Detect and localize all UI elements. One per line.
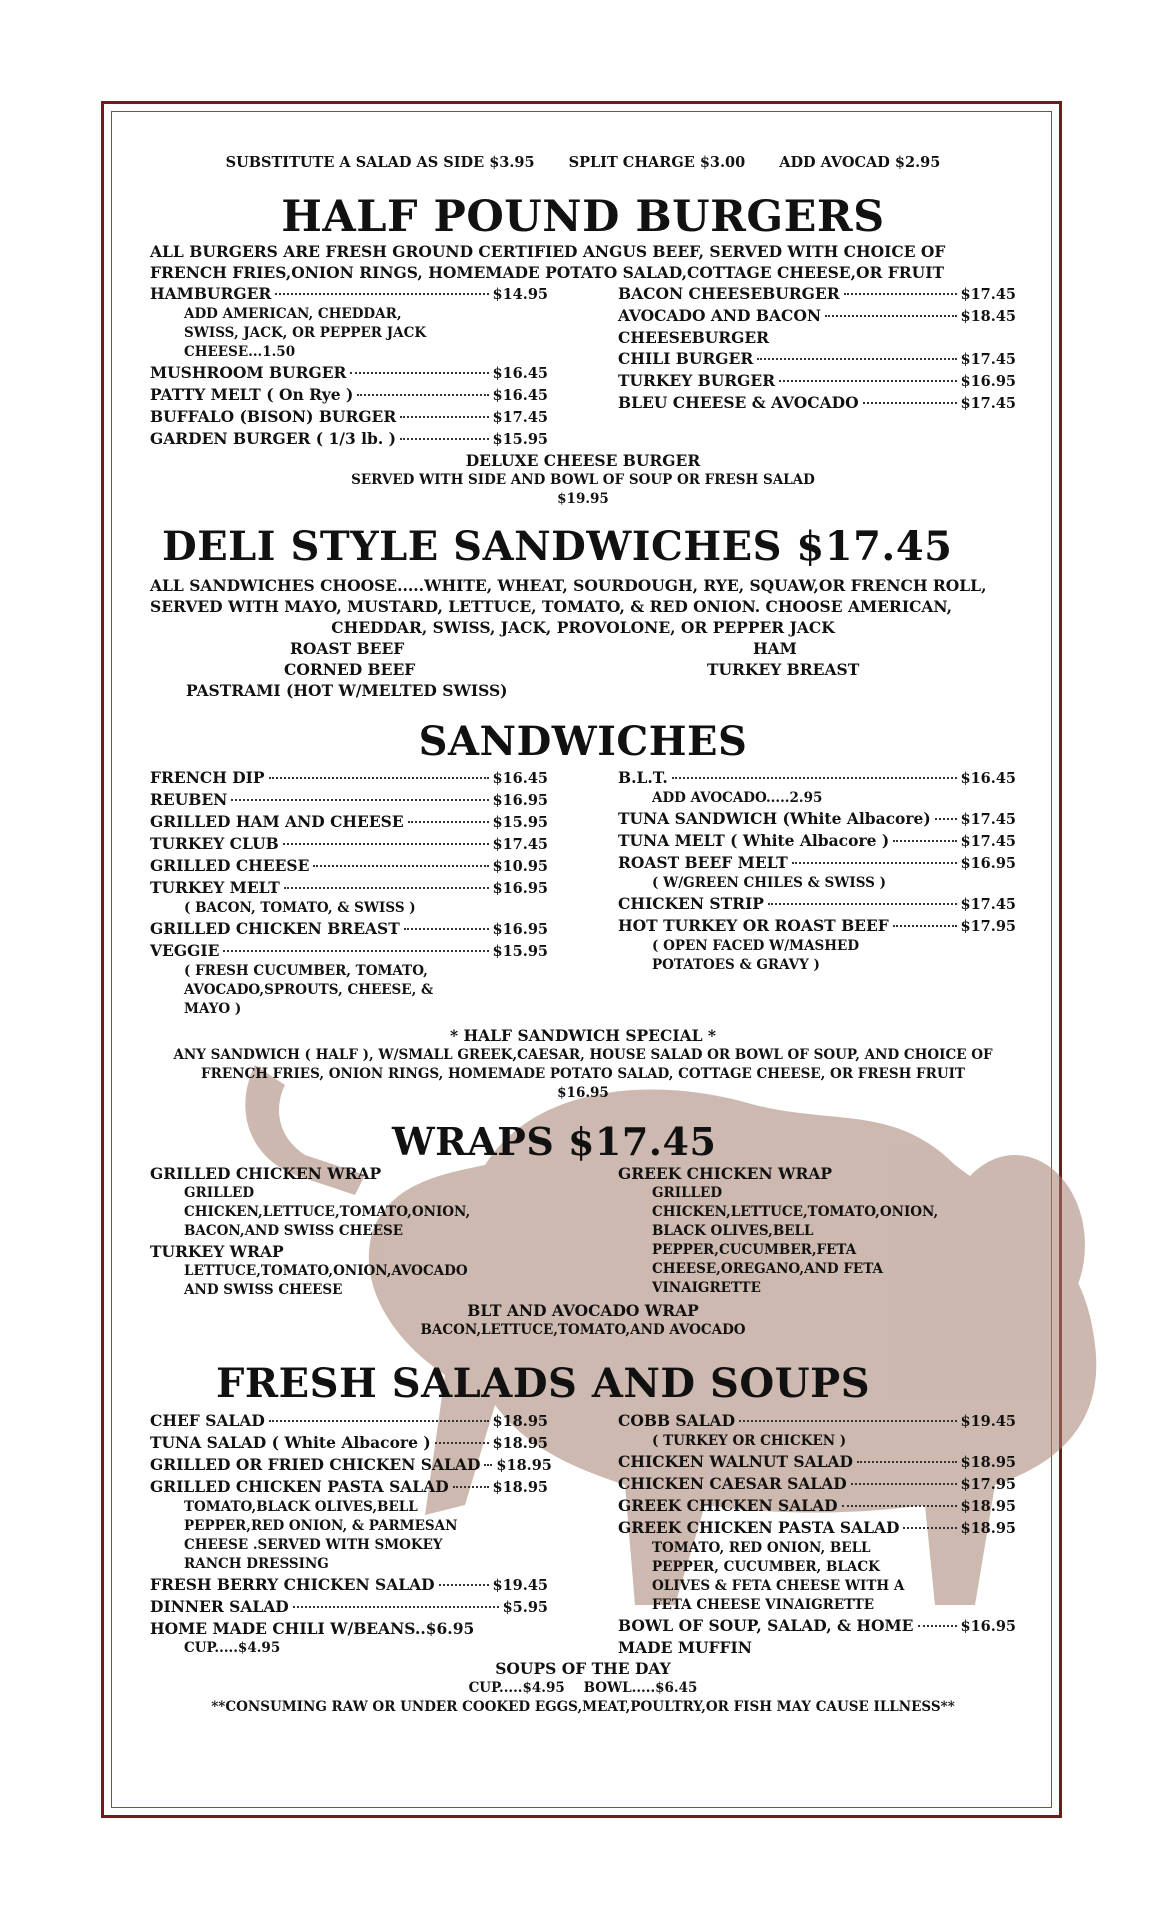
deli-item: CORNED BEEF — [284, 660, 416, 679]
menu-item: TURKEY MELT $16.95 — [150, 878, 548, 897]
menu-item: BLEU CHEESE & AVOCADO $17.45 — [618, 393, 1016, 412]
menu-item: TURKEY CLUB $17.45 — [150, 834, 548, 853]
salads-columns — [150, 1410, 1016, 1658]
menu-item: GRILLED CHEESE $10.95 — [150, 856, 548, 875]
soups-title: SOUPS OF THE DAY — [495, 1659, 671, 1678]
menu-item: MUSHROOM BURGER $16.45 — [150, 363, 548, 382]
blt-wrap-desc: BACON,LETTUCE,TOMATO,AND AVOCADO — [420, 1322, 746, 1338]
menu-item: GREEK CHICKEN PASTA SALAD $18.95 — [618, 1518, 1016, 1537]
salads-left — [150, 1410, 552, 1658]
item-note: ( TURKEY OR CHICKEN ) — [652, 1433, 847, 1449]
health-warning: **CONSUMING RAW OR UNDER COOKED EGGS,MEAT,POULTRY,OR FISH MAY CAUSE ILLNESS** — [211, 1699, 955, 1715]
menu-item: B.L.T. $16.45 — [618, 768, 1016, 787]
sandwiches-left — [150, 767, 548, 1019]
menu-item: CHILI BURGER $17.45 — [618, 349, 1016, 368]
wrap-name: TURKEY WRAP — [150, 1242, 284, 1261]
sandwiches-heading: SANDWICHES — [418, 718, 748, 765]
menu-item: GRILLED CHICKEN BREAST $16.95 — [150, 919, 548, 938]
menu-item: TUNA MELT ( White Albacore ) $17.45 — [618, 831, 1016, 850]
wraps-columns — [150, 1163, 1016, 1300]
wrap-desc: GRILLED CHICKEN,LETTUCE,TOMATO,ONION, BLACK OLIVES,BELL PEPPER,CUCUMBER,FETA CHEESE,OREGANO,AND FETA VINAIGRETTE — [652, 1185, 939, 1296]
wrap-desc: GRILLED CHICKEN,LETTUCE,TOMATO,ONION, BACON,AND SWISS CHEESE — [184, 1185, 471, 1239]
salads-heading: FRESH SALADS AND SOUPS — [216, 1360, 871, 1407]
deli-intro-3: CHEDDAR, SWISS, JACK, PROVOLONE, OR PEPPER JACK — [331, 618, 835, 637]
blt-wrap-name: BLT AND AVOCADO WRAP — [467, 1301, 699, 1320]
menu-item: TURKEY BURGER $16.95 — [618, 371, 1016, 390]
menu-item: HAMBURGER $14.95 — [150, 284, 548, 303]
soups-prices: CUP.....$4.95 BOWL.....$6.45 — [468, 1680, 698, 1696]
sandwiches-columns — [150, 767, 1016, 1019]
menu-item: GRILLED HAM AND CHEESE $15.95 — [150, 812, 548, 831]
menu-item: CHEF SALAD $18.95 — [150, 1411, 548, 1430]
menu-item: CHICKEN WALNUT SALAD $18.95 — [618, 1452, 1016, 1471]
burgers-right — [618, 283, 1016, 450]
wraps-left — [150, 1163, 548, 1300]
wrap-name: GREEK CHICKEN WRAP — [618, 1164, 833, 1183]
chili-item: HOME MADE CHILI W/BEANS..$6.95 — [150, 1619, 475, 1638]
menu-item: BACON CHEESEBURGER $17.45 — [618, 284, 1016, 303]
item-continuation: MADE MUFFIN — [618, 1638, 752, 1657]
menu-item: GARDEN BURGER ( 1/3 lb. ) $15.95 — [150, 429, 548, 448]
deli-items — [150, 638, 1016, 701]
half-sandwich-title: * HALF SANDWICH SPECIAL * — [449, 1026, 716, 1045]
deli-item: PASTRAMI (HOT W/MELTED SWISS) — [186, 681, 508, 700]
deluxe-price: $19.95 — [557, 491, 609, 507]
burgers-columns — [150, 283, 1016, 450]
menu-item: BUFFALO (BISON) BURGER $17.45 — [150, 407, 548, 426]
deli-item: ROAST BEEF — [290, 639, 405, 658]
menu-item: REUBEN $16.95 — [150, 790, 548, 809]
deli-heading: DELI STYLE SANDWICHES $17.45 — [162, 523, 953, 570]
menu-item: PATTY MELT ( On Rye ) $16.45 — [150, 385, 548, 404]
burgers-intro: ALL BURGERS ARE FRESH GROUND CERTIFIED ANGUS BEEF, SERVED WITH CHOICE OF FRENCH FRIES,ONION RINGS, HOMEMADE POTATO SALAD,COTTAGE CHEESE,OR FRUIT — [150, 242, 946, 282]
deluxe-desc: SERVED WITH SIDE AND BOWL OF SOUP OR FRESH SALAD — [351, 472, 815, 488]
deli-intro-1: ALL SANDWICHES CHOOSE.....WHITE, WHEAT, SOURDOUGH, RYE, SQUAW,OR FRENCH ROLL, — [150, 576, 987, 595]
menu-item: VEGGIE $15.95 — [150, 941, 548, 960]
half-sandwich-desc: ANY SANDWICH ( HALF ), W/SMALL GREEK,CAESAR, HOUSE SALAD OR BOWL OF SOUP, AND CHOICE OF FRENCH FRIES, ONION RINGS, HOMEMADE POTATO SALAD, COTTAGE CHEESE, OR FRESH FRUIT — [173, 1047, 993, 1082]
salads-right — [618, 1410, 1016, 1658]
deli-intro-2: SERVED WITH MAYO, MUSTARD, LETTUCE, TOMATO, & RED ONION. CHOOSE AMERICAN, — [150, 597, 953, 616]
half-sandwich-price: $16.95 — [557, 1085, 609, 1101]
menu-item: TUNA SANDWICH (White Albacore) $17.45 — [618, 809, 1016, 828]
deli-item: TURKEY BREAST — [707, 660, 860, 679]
item-note: ADD AVOCADO.....2.95 — [652, 790, 823, 806]
wraps-heading: WRAPS $17.45 — [392, 1119, 717, 1164]
menu-item: FRESH BERRY CHICKEN SALAD $19.45 — [150, 1575, 548, 1594]
wrap-desc: LETTUCE,TOMATO,ONION,AVOCADO AND SWISS CHEESE — [184, 1263, 468, 1298]
menu-item: COBB SALAD $19.45 — [618, 1411, 1016, 1430]
menu-item: GRILLED CHICKEN PASTA SALAD $18.95 — [150, 1477, 548, 1496]
deli-item: HAM — [753, 639, 797, 658]
menu-item: GRILLED OR FRIED CHICKEN SALAD $18.95 — [150, 1455, 552, 1474]
item-note: ( W/GREEN CHILES & SWISS ) — [652, 875, 886, 891]
item-note: ( FRESH CUCUMBER, TOMATO, AVOCADO,SPROUTS, CHEESE, & MAYO ) — [184, 963, 434, 1017]
menu-item: CHICKEN CAESAR SALAD $17.95 — [618, 1474, 1016, 1493]
item-continuation: CHEESEBURGER — [618, 328, 770, 347]
deluxe-name: DELUXE CHEESE BURGER — [465, 451, 701, 470]
menu-item: TUNA SALAD ( White Albacore ) $18.95 — [150, 1433, 548, 1452]
menu-item: FRENCH DIP $16.45 — [150, 768, 548, 787]
item-note: ( BACON, TOMATO, & SWISS ) — [184, 900, 416, 916]
chili-cup: CUP.....$4.95 — [184, 1640, 281, 1656]
top-line — [150, 154, 1016, 171]
menu-content — [150, 150, 1016, 1717]
menu-item: ROAST BEEF MELT $16.95 — [618, 853, 1016, 872]
wrap-name: GRILLED CHICKEN WRAP — [150, 1164, 382, 1183]
burgers-heading: HALF POUND BURGERS — [281, 192, 885, 242]
item-note: TOMATO, RED ONION, BELL PEPPER, CUCUMBER, BLACK OLIVES & FETA CHEESE WITH A FETA CHEESE VINAIGRETTE — [652, 1540, 905, 1613]
salad-side-note: SUBSTITUTE A SALAD AS SIDE $3.95 — [225, 154, 535, 171]
menu-item: AVOCADO AND BACON $18.45 — [618, 306, 1016, 325]
wraps-right — [618, 1163, 1016, 1300]
add-avocado-note: ADD AVOCAD $2.95 — [779, 154, 941, 171]
menu-item: DINNER SALAD $5.95 — [150, 1597, 548, 1616]
item-note: ADD AMERICAN, CHEDDAR, SWISS, JACK, OR PEPPER JACK CHEESE...1.50 — [184, 306, 427, 360]
split-charge-note: SPLIT CHARGE $3.00 — [568, 154, 746, 171]
menu-item: BOWL OF SOUP, SALAD, & HOME $16.95 — [618, 1616, 1016, 1635]
burgers-left — [150, 283, 548, 450]
menu-item: GREEK CHICKEN SALAD $18.95 — [618, 1496, 1016, 1515]
sandwiches-right — [618, 767, 1016, 1019]
menu-item: CHICKEN STRIP $17.45 — [618, 894, 1016, 913]
menu-item: HOT TURKEY OR ROAST BEEF $17.95 — [618, 916, 1016, 935]
item-note: TOMATO,BLACK OLIVES,BELL PEPPER,RED ONION, & PARMESAN CHEESE .SERVED WITH SMOKEY RANCH DRESSING — [184, 1499, 458, 1572]
item-note: ( OPEN FACED W/MASHED POTATOES & GRAVY ) — [652, 938, 860, 973]
